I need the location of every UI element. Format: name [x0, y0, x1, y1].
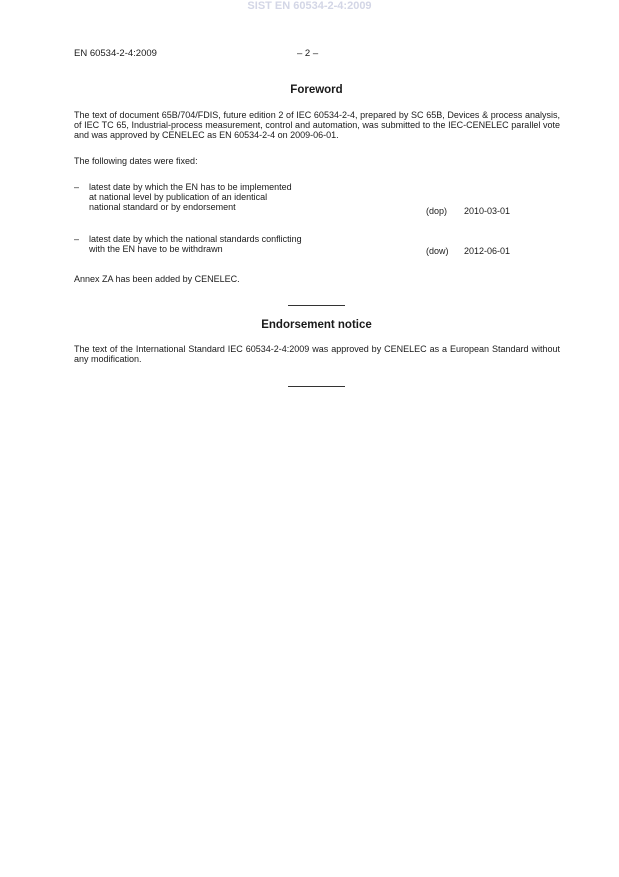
- date-value: 2012-06-01: [464, 246, 511, 256]
- date-item-line: with the EN have to be withdrawn: [89, 244, 223, 255]
- date-item-line: at national level by publication of an identical: [89, 192, 268, 203]
- date-item-text: [89, 182, 389, 213]
- date-abbreviation: (dow): [426, 246, 449, 256]
- foreword-title: Foreword: [290, 84, 343, 96]
- date-item-line: latest date by which the national standards conflicting: [89, 234, 302, 244]
- dates-intro: The following dates were fixed:: [74, 156, 198, 166]
- annex-note: Annex ZA has been added by CENELEC.: [74, 274, 240, 284]
- list-dash: –: [74, 234, 80, 244]
- date-item-text: [89, 234, 389, 254]
- watermark: SIST EN 60534-2-4:2009: [247, 0, 372, 12]
- endorsement-paragraph: The text of the International Standard IEC 60534-2-4:2009 was approved by CENELEC as a European Standard without any modification.: [74, 344, 560, 365]
- list-dash: –: [74, 182, 80, 192]
- section-divider: [288, 386, 345, 387]
- date-item-line: national standard or by endorsement: [89, 202, 236, 213]
- foreword-paragraph: The text of document 65B/704/FDIS, future edition 2 of IEC 60534-2-4, prepared by SC 65B, Devices & process analysis, of IEC TC 65, Industrial-process measurement, control and automation, was submitted to the IEC-CENELEC parallel vote and was approved by CENELEC as EN 60534-2-4 on 2009-06-01.: [74, 110, 560, 141]
- date-value: 2010-03-01: [464, 206, 511, 216]
- page-number: – 2 –: [297, 48, 319, 59]
- date-abbreviation: (dop): [426, 206, 448, 216]
- endorsement-title: Endorsement notice: [261, 319, 372, 331]
- section-divider: [288, 305, 345, 306]
- date-item-line: latest date by which the EN has to be implemented: [89, 182, 292, 192]
- document-code: EN 60534-2-4:2009: [74, 48, 157, 59]
